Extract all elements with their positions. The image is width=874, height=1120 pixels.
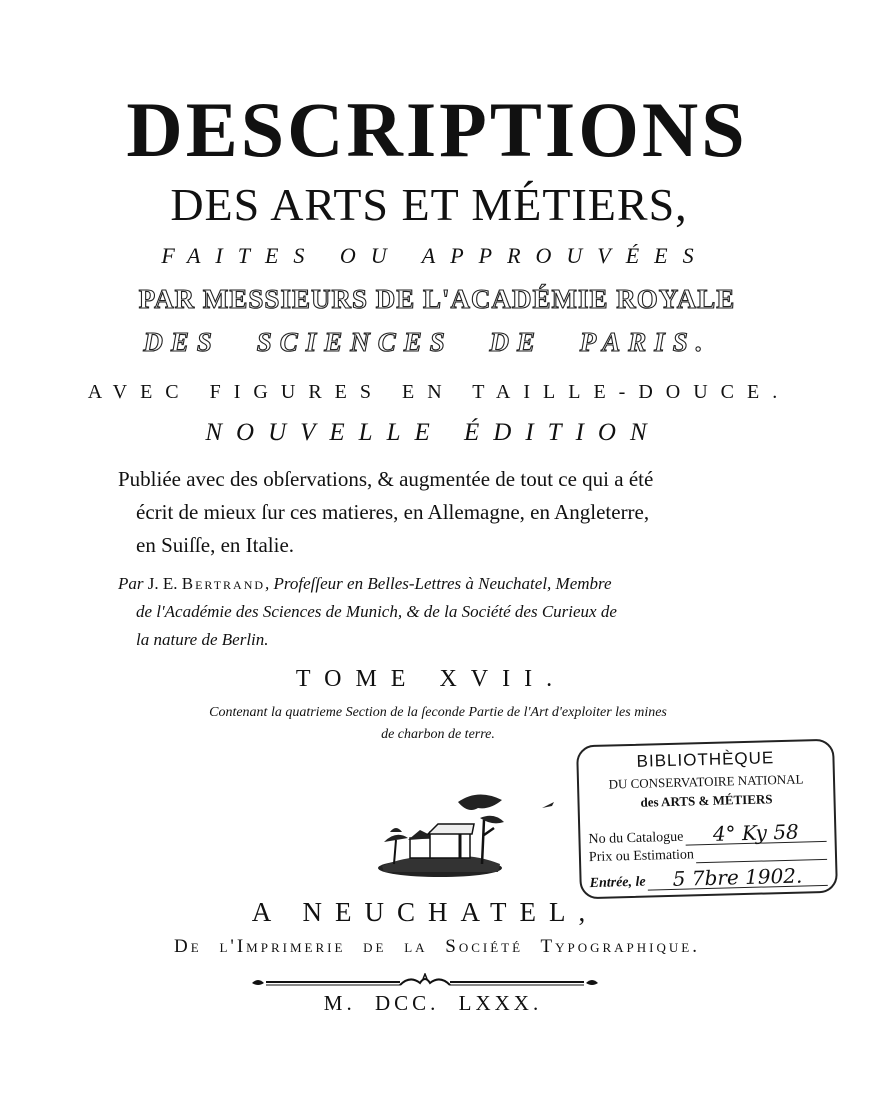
stamp-line-2: DU CONSERVATOIRE NATIONAL [608, 771, 804, 792]
publication-date: M. DCC. LXXX. [323, 991, 543, 1015]
academie-line: PAR MESSIEURS DE L'ACADÉMIE ROYALE [138, 284, 736, 314]
landscape-vignette-icon [370, 780, 510, 880]
prix-label: Prix ou Estimation [588, 847, 695, 866]
author-par: Par [118, 574, 144, 593]
contents-line-1: Contenant la quatrieme Section de la ſeconde Partie de l'Art d'exploiter les mines [209, 705, 667, 720]
author-desc-1: , Profeſſeur en Belles-Lettres à Neuchatel, Membre [265, 574, 612, 593]
catalogue-value: 4° Ky 58 [685, 821, 827, 846]
subtitle: DES ARTS ET MÉTIERS, [170, 179, 688, 230]
library-stamp [576, 739, 838, 900]
author-initials: J. E. [147, 574, 178, 593]
stamp-entree-row [589, 865, 827, 892]
publication-line-3: en Suiſſe, en Italie. [136, 533, 295, 557]
catalogue-label: No du Catalogue [588, 829, 684, 848]
author-surname: Bertrand [181, 574, 266, 593]
main-title: DESCRIPTIONS [126, 86, 748, 173]
author-desc-2: de l'Académie des Sciences de Munich, & de la Société des Curieux de [136, 602, 617, 621]
stamp-line-1: BIBLIOTHÈQUE [636, 748, 775, 771]
prix-value [696, 859, 827, 863]
author-desc-3: la nature de Berlin. [136, 630, 269, 649]
publication-line-2: écrit de mieux ſur ces matieres, en Allemagne, en Angleterre, [136, 500, 650, 524]
figures-line: AVEC FIGURES EN TAILLE-DOUCE. [87, 381, 791, 403]
entree-label: Entrée, le [589, 874, 646, 892]
place-of-publication: A NEUCHATEL, [251, 897, 599, 927]
entree-value: 5 7bre 1902. [647, 865, 827, 891]
tome-number: TOME XVII. [295, 666, 567, 692]
publication-paragraph [118, 463, 778, 562]
publication-line-1: Publiée avec des obſervations, & augmentée de tout ce qui a été [118, 467, 654, 491]
faites-line: FAITES OU APPROUVÉES [161, 243, 709, 268]
printer-line: De l'Imprimerie de la Société Typographique. [174, 936, 700, 957]
edition-line: NOUVELLE ÉDITION [205, 419, 661, 446]
contents-note [118, 702, 758, 746]
stamp-prix-row [589, 844, 827, 866]
author-paragraph [118, 570, 778, 654]
sciences-line: DES SCIENCES DE PARIS. [143, 327, 711, 357]
stamp-line-3: des ARTS & MÉTIERS [640, 791, 773, 810]
pen-mark-icon [540, 800, 556, 810]
contents-line-2: de charbon de terre. [381, 727, 495, 742]
